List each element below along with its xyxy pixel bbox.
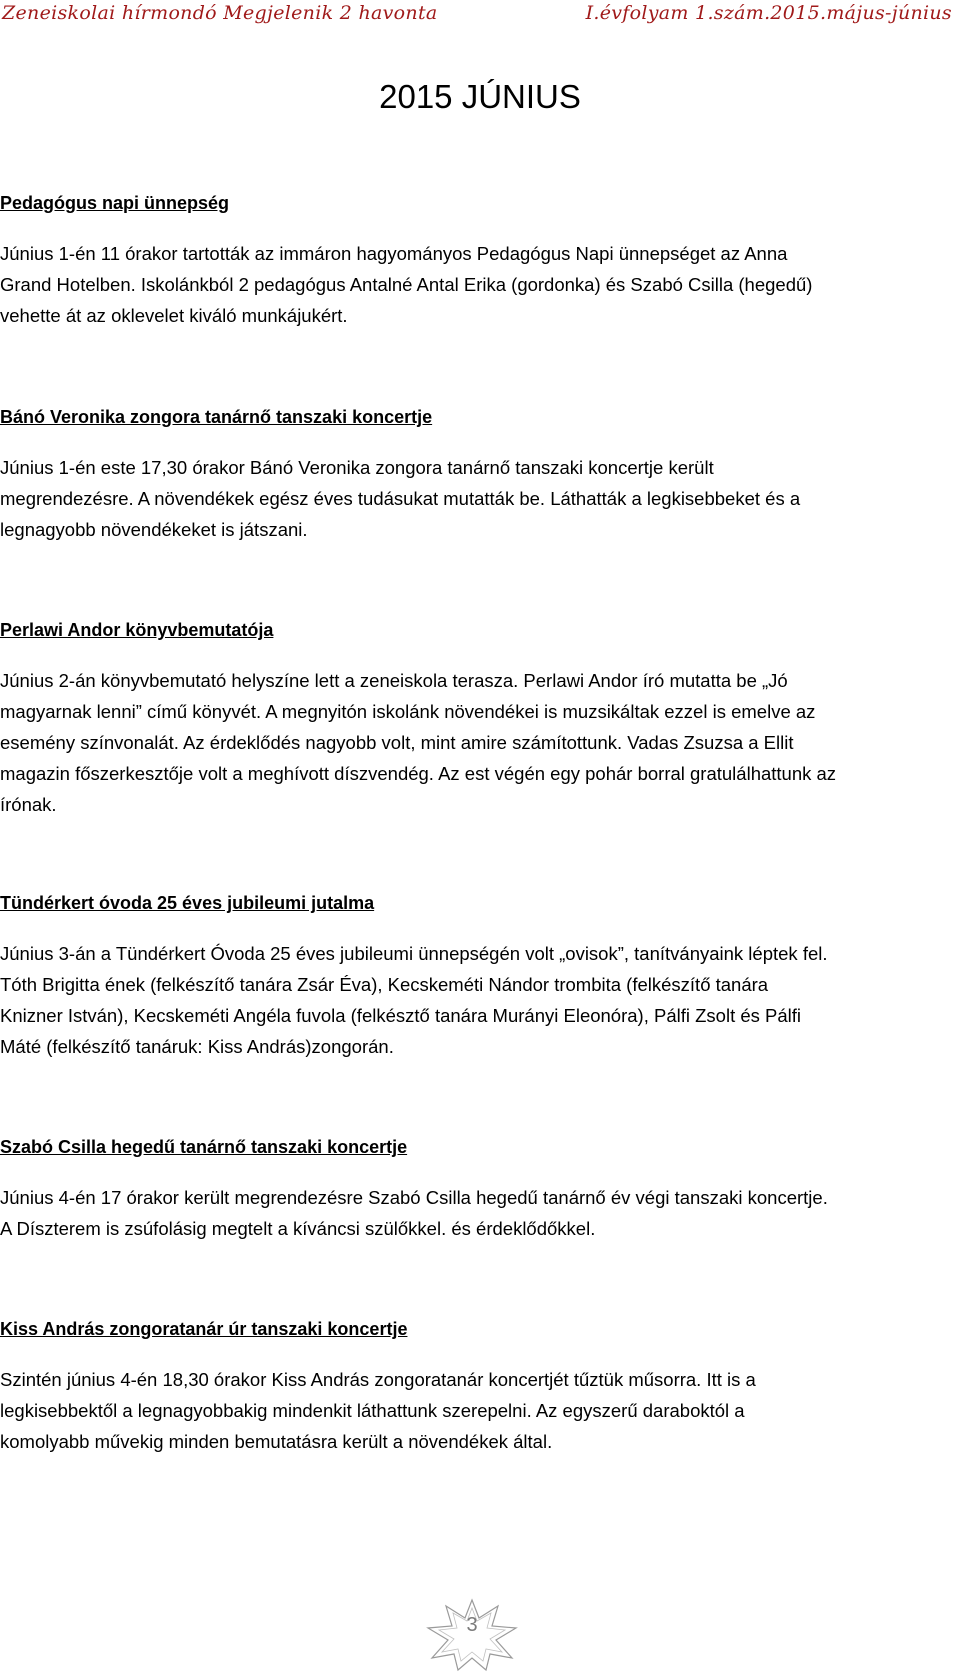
article-title: Szabó Csilla hegedű tanárnő tanszaki koncertje [0, 1137, 408, 1157]
article-line: Június 1-én 11 órakor tartották az immáron hagyományos Pedagógus Napi ünnepséget az Anna [0, 243, 788, 264]
article-perlawi-andor [0, 617, 945, 820]
article-line: legnagyobb növendékeket is játszani. [0, 519, 308, 540]
issue-info: I.évfolyam 1.szám.2015.május-június [585, 2, 952, 24]
article-title: Perlawi Andor könyvbemutatója [0, 620, 274, 640]
article-title: Pedagógus napi ünnepség [0, 193, 230, 213]
article-line: magazin főszerkesztője volt a meghívott díszvendég. Az est végén egy pohár borral gratulálhattunk az [0, 763, 837, 784]
article-line: Tóth Brigitta ének (felkészítő tanára Zsár Éva), Kecskeméti Nándor trombita (felkészítő tanára [0, 974, 769, 995]
article-line: magyarnak lenni” című könyvét. A megnyitón iskolánk növendékei is muzsikáltak ezzel is emelve az [0, 701, 816, 722]
article-line: komolyabb művekig minden bemutatásra került a növendékek által. [0, 1431, 553, 1452]
article-line: Máté (felkészítő tanáruk: Kiss András)zongorán. [0, 1036, 394, 1057]
newsletter-title: Zeneiskolai hírmondó Megjelenik 2 havonta [2, 2, 438, 24]
article-line: vehette át az oklevelet kiváló munkájukért. [0, 305, 348, 326]
article-line: Június 1-én este 17,30 órakor Bánó Veronika zongora tanárnő tanszaki koncertje került [0, 457, 714, 478]
article-title: Bánó Veronika zongora tanárnő tanszaki koncertje [0, 407, 433, 427]
article-title: Tündérkert óvoda 25 éves jubileumi jutalma [0, 893, 375, 913]
article-pedagogus-nap [0, 190, 945, 331]
article-bano-veronika [0, 404, 945, 545]
article-line: Knizner István), Kecskeméti Angéla fuvola (felkésztő tanára Murányi Eleonóra), Pálfi Zsolt és Pálfi [0, 1005, 802, 1026]
article-line: esemény színvonalát. Az érdeklődés nagyobb volt, mint amire számítottunk. Vadas Zsuzsa a Ellit [0, 732, 794, 753]
article-line: írónak. [0, 794, 57, 815]
article-szabo-csilla [0, 1134, 945, 1244]
article-line: Június 2-án könyvbemutató helyszíne lett a zeneiskola terasza. Perlawi Andor író mutatta be „Jó [0, 670, 788, 691]
article-line: Június 4-én 17 órakor került megrendezésre Szabó Csilla hegedű tanárnő év végi tanszaki koncertje. [0, 1187, 828, 1208]
month-title: 2015 JÚNIUS [379, 78, 581, 115]
article-line: legkisebbektől a legnagyobbakig mindenkit láthattunk szerepelni. Az egyszerű daraboktól a [0, 1400, 745, 1421]
article-line: megrendezésre. A növendékek egész éves tudásukat mutatták be. Láthatták a legkisebbeket és a [0, 488, 801, 509]
page-number: 3 [466, 1614, 478, 1636]
article-line: Szintén június 4-én 18,30 órakor Kiss András zongoratanár koncertjét tűztük műsorra. Itt is a [0, 1369, 756, 1390]
article-kiss-andras [0, 1316, 945, 1457]
article-line: Június 3-án a Tündérkert Óvoda 25 éves jubileumi ünnepségén volt „ovisok”, tanítványaink léptek fel. [0, 943, 828, 964]
newsletter-header [0, 0, 960, 24]
article-tunderkert-ovoda [0, 890, 945, 1062]
article-line: A Díszterem is zsúfolásig megtelt a kíváncsi szülőkkel. és érdeklődőkkel. [0, 1218, 596, 1239]
article-title: Kiss András zongoratanár úr tanszaki koncertje [0, 1319, 408, 1339]
article-line: Grand Hotelben. Iskolánkból 2 pedagógus Antalné Antal Erika (gordonka) és Szabó Csilla (hegedű) [0, 274, 813, 295]
